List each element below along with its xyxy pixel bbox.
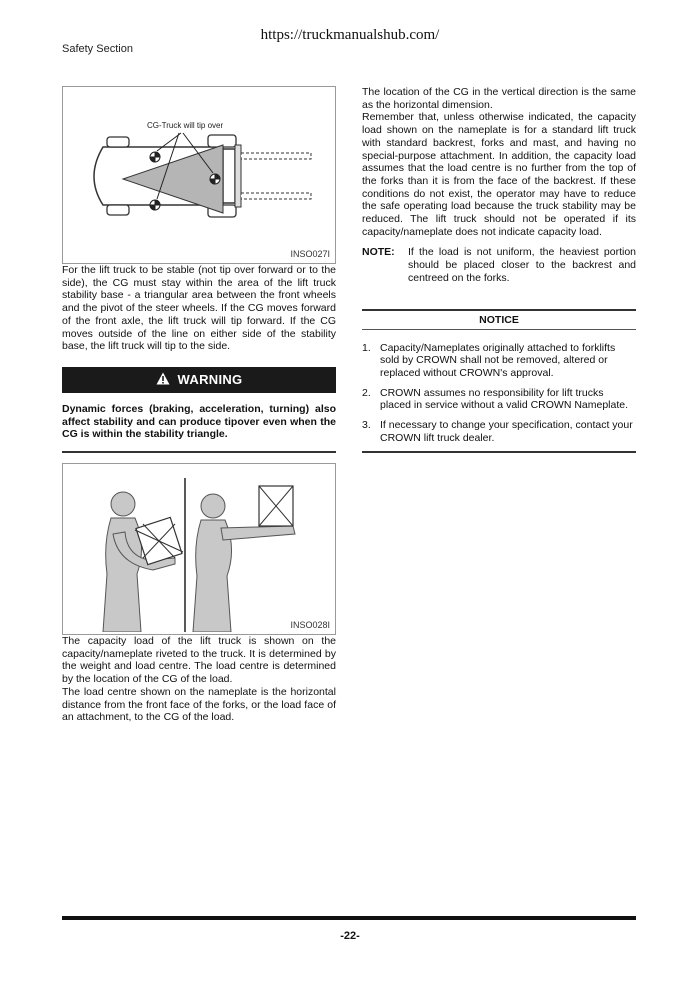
figure-code: INSO027I [290, 249, 330, 259]
warning-text: Dynamic forces (braking, acceleration, turning) also affect stability and can produce tipover even when the CG is within the stability triangle. [62, 402, 336, 441]
divider [62, 451, 336, 453]
figure-code: INSO028I [290, 620, 330, 631]
list-number: 3. [362, 419, 371, 432]
stability-figure [62, 86, 336, 264]
list-number: 2. [362, 386, 371, 399]
notice-end-rule [362, 451, 636, 453]
section-title: Safety Section [62, 43, 133, 55]
page-number: -22- [340, 930, 360, 942]
list-text: CROWN assumes no responsibility for lift trucks placed in service without a valid CROWN Nameplate. [380, 386, 629, 412]
forklift-stability-triangle-diagram [63, 87, 335, 261]
list-item [362, 342, 636, 380]
paragraph-vertical-cg: The location of the CG in the vertical direction is the same as the horizontal dimension. [362, 86, 636, 111]
note [362, 246, 636, 284]
paragraph-stability: For the lift truck to be stable (not tip over forward or to the side), the CG must stay within the area of the lift truck stability base - a triangular area between the front wheels and the pivot of the steer wheels. If the CG moves forward of the front axle, the lift truck will tip forward. If the CG moves outside of the line on either side of the stability base, the lift truck will tip to the side. [62, 264, 336, 353]
source-url: https://truckmanualshub.com/ [260, 27, 440, 43]
paragraph-load-centre: The load centre shown on the nameplate is the horizontal distance from the front face of the forks, or the load face of an attachment, to the CG of the load. [62, 685, 336, 724]
notice-list [362, 342, 636, 445]
footer-rule [62, 916, 636, 920]
notice-heading: NOTICE [362, 309, 636, 330]
note-text: If the load is not uniform, the heaviest portion should be placed closer to the backrest and centreed on the forks. [408, 246, 636, 284]
list-text: If necessary to change your specification, contact your CROWN lift truck dealer. [380, 419, 633, 444]
list-text: Capacity/Nameplates originally attached to forklifts sold by CROWN shall not be removed, altered or replaced without CROWN's approval. [380, 341, 616, 379]
right-column [362, 86, 636, 453]
paragraph-capacity-load: The capacity load of the lift truck is shown on the capacity/nameplate riveted to the truck. It is determined by the weight and load centre. The load centre is determined by the location of the CG of the load. [62, 635, 336, 686]
person-holding-box-diagram [63, 464, 335, 632]
warning-banner [62, 367, 336, 393]
note-label: NOTE: [362, 246, 395, 259]
list-item [362, 419, 636, 444]
warning-label: WARNING [177, 372, 243, 388]
list-number: 1. [362, 341, 371, 354]
left-column [62, 86, 336, 724]
warning-triangle-icon [156, 372, 170, 388]
paragraph-standard-truck: Remember that, unless otherwise indicated, the capacity load shown on the nameplate is for a standard lift truck with standard backrest, forks and mast, and having no special-purpose attachment. In addition, the capacity load assumes that the load centre is no further from the top of the forks than it is from the face of the backrest. If these conditions do not exist, the operator may have to reduce the safe operating load because the truck stability may be reduced. The lift truck should not be operated if its capacity/nameplate does not indicate capacity load. [362, 111, 636, 238]
list-item [362, 387, 636, 412]
figure-callout: CG-Truck will tip over [147, 121, 224, 130]
load-figure [62, 463, 336, 635]
